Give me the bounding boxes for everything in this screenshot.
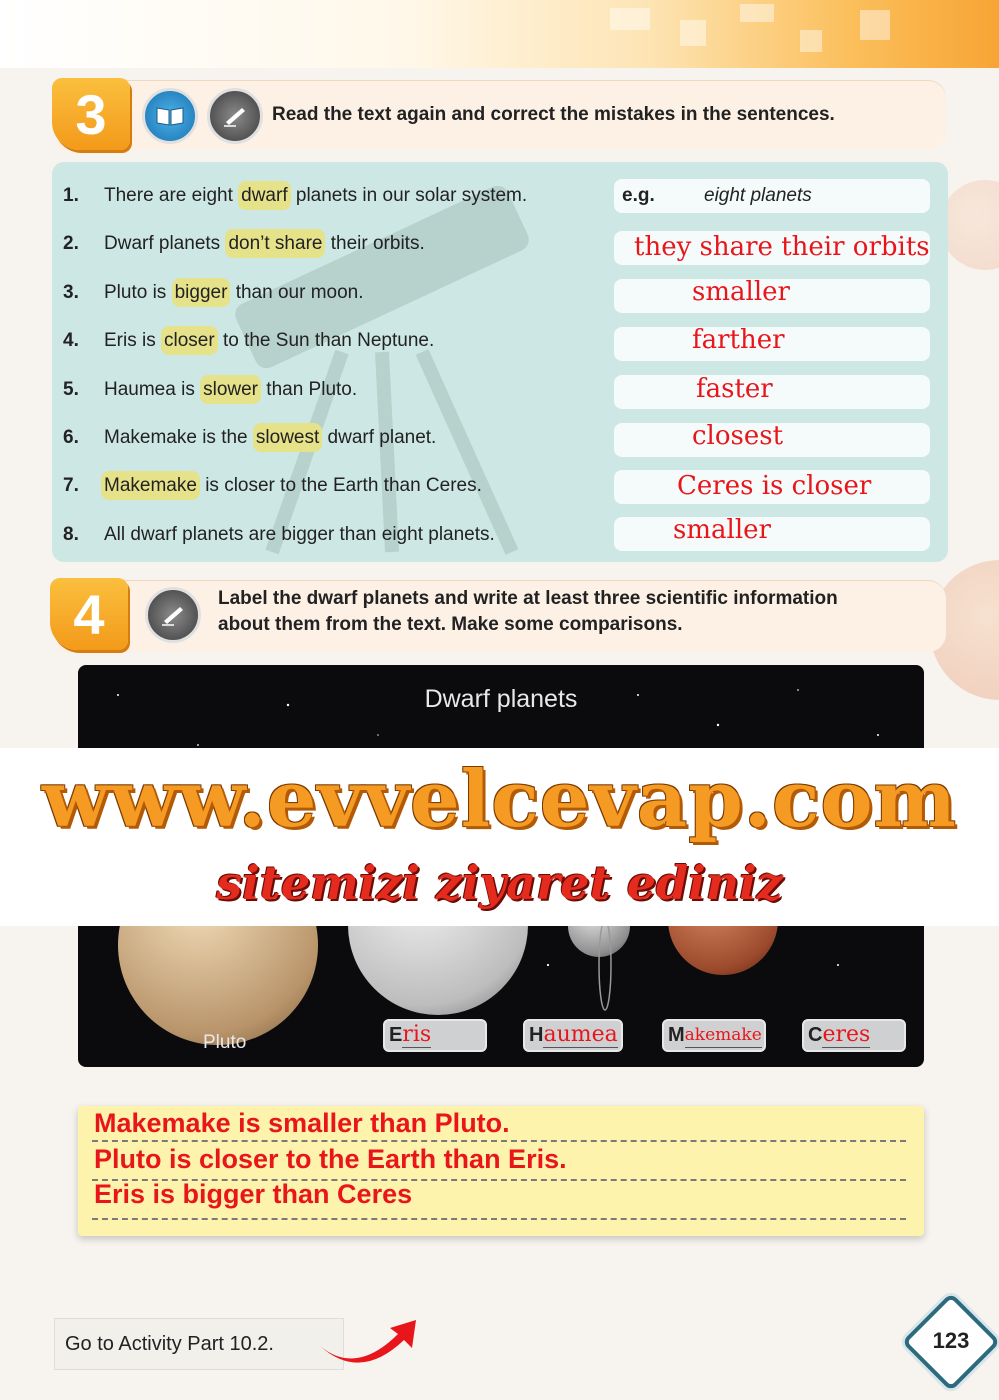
label-box-haumea[interactable]: H aumea <box>523 1019 623 1052</box>
row-number: 4. <box>63 330 79 351</box>
exercise3-instruction: Read the text again and correct the mistakes in the sentences. <box>272 104 835 125</box>
bg-planet-decoration <box>940 180 999 270</box>
exercise4-instruction-line2: about them from the text. Make some comparisons. <box>218 614 683 635</box>
row-number: 1. <box>63 185 79 206</box>
answer-text: they share their orbits <box>634 232 930 262</box>
answer-box[interactable] <box>614 517 930 551</box>
written-sentence: Eris is bigger than Ceres <box>94 1179 413 1209</box>
highlight-word: don’t share <box>225 229 325 258</box>
watermark-subtitle: sitemizi ziyaret ediniz <box>216 856 783 910</box>
writing-line <box>92 1218 906 1220</box>
sentence-row: There are eight dwarf planets in our solar system. <box>104 185 527 207</box>
row-number: 5. <box>63 379 79 400</box>
label-box-makemake[interactable]: M akemake <box>662 1019 766 1052</box>
answer-text: smaller <box>692 277 790 307</box>
written-sentence: Makemake is smaller than Pluto. <box>94 1108 510 1138</box>
answer-text: Ceres is closer <box>677 471 872 501</box>
haumea-ring <box>590 915 620 1015</box>
example-label: e.g. <box>622 185 655 206</box>
highlight-word: dwarf <box>238 181 290 210</box>
label-fill: aumea <box>543 1022 618 1047</box>
highlight-word: slower <box>200 375 261 404</box>
highlight-word: slowest <box>253 423 322 452</box>
pencil-icon <box>145 587 201 643</box>
exercise4-instruction-line1: Label the dwarf planets and write at least three scientific information <box>218 588 838 609</box>
sentence-row: Makemake is the slowest dwarf planet. <box>104 427 436 449</box>
written-sentence: Pluto is closer to the Earth than Eris. <box>94 1144 567 1174</box>
answer-example: eight planets <box>704 185 812 206</box>
row-number: 2. <box>63 233 79 254</box>
highlight-word: bigger <box>172 278 231 307</box>
book-icon <box>142 88 198 144</box>
highlight-word: Makemake <box>101 471 200 500</box>
sentence-row: All dwarf planets are bigger than eight planets. <box>104 524 495 545</box>
watermark-band <box>0 748 999 926</box>
pluto-label: Pluto <box>203 1032 247 1053</box>
exercise4-number: 4 <box>50 578 128 650</box>
activity-text: Go to Activity Part 10.2. <box>65 1332 274 1355</box>
label-fill: akemake <box>685 1023 762 1048</box>
row-number: 3. <box>63 282 79 303</box>
label-box-eris[interactable]: E ris <box>383 1019 487 1052</box>
label-fill: eres <box>822 1022 871 1047</box>
highlight-word: closer <box>161 326 218 355</box>
label-fill: ris <box>402 1022 432 1047</box>
exercise3-number: 3 <box>52 78 130 150</box>
row-number: 7. <box>63 475 79 496</box>
row-number: 8. <box>63 524 79 545</box>
answer-text: closest <box>692 421 784 451</box>
sentence-row: Haumea is slower than Pluto. <box>104 379 357 401</box>
answer-text: farther <box>692 325 785 355</box>
label-box-ceres[interactable]: C eres <box>802 1019 906 1052</box>
arrow-icon <box>316 1316 420 1372</box>
sentence-row: Eris is closer to the Sun than Neptune. <box>104 330 434 352</box>
top-banner <box>0 0 999 68</box>
sentence-row: Makemake is closer to the Earth than Ceres. <box>101 475 482 497</box>
answer-text: smaller <box>673 515 771 545</box>
page-number: 123 <box>932 1328 970 1353</box>
sentence-row: Pluto is bigger than our moon. <box>104 282 364 304</box>
image-title: Dwarf planets <box>424 685 578 713</box>
sentence-row: Dwarf planets don’t share their orbits. <box>104 233 425 255</box>
watermark-url: www.evvelcevap.com <box>42 754 957 845</box>
writing-line <box>92 1140 906 1142</box>
row-number: 6. <box>63 427 79 448</box>
answer-text: faster <box>696 374 773 404</box>
activity-reference <box>54 1318 344 1370</box>
pencil-icon <box>207 88 263 144</box>
